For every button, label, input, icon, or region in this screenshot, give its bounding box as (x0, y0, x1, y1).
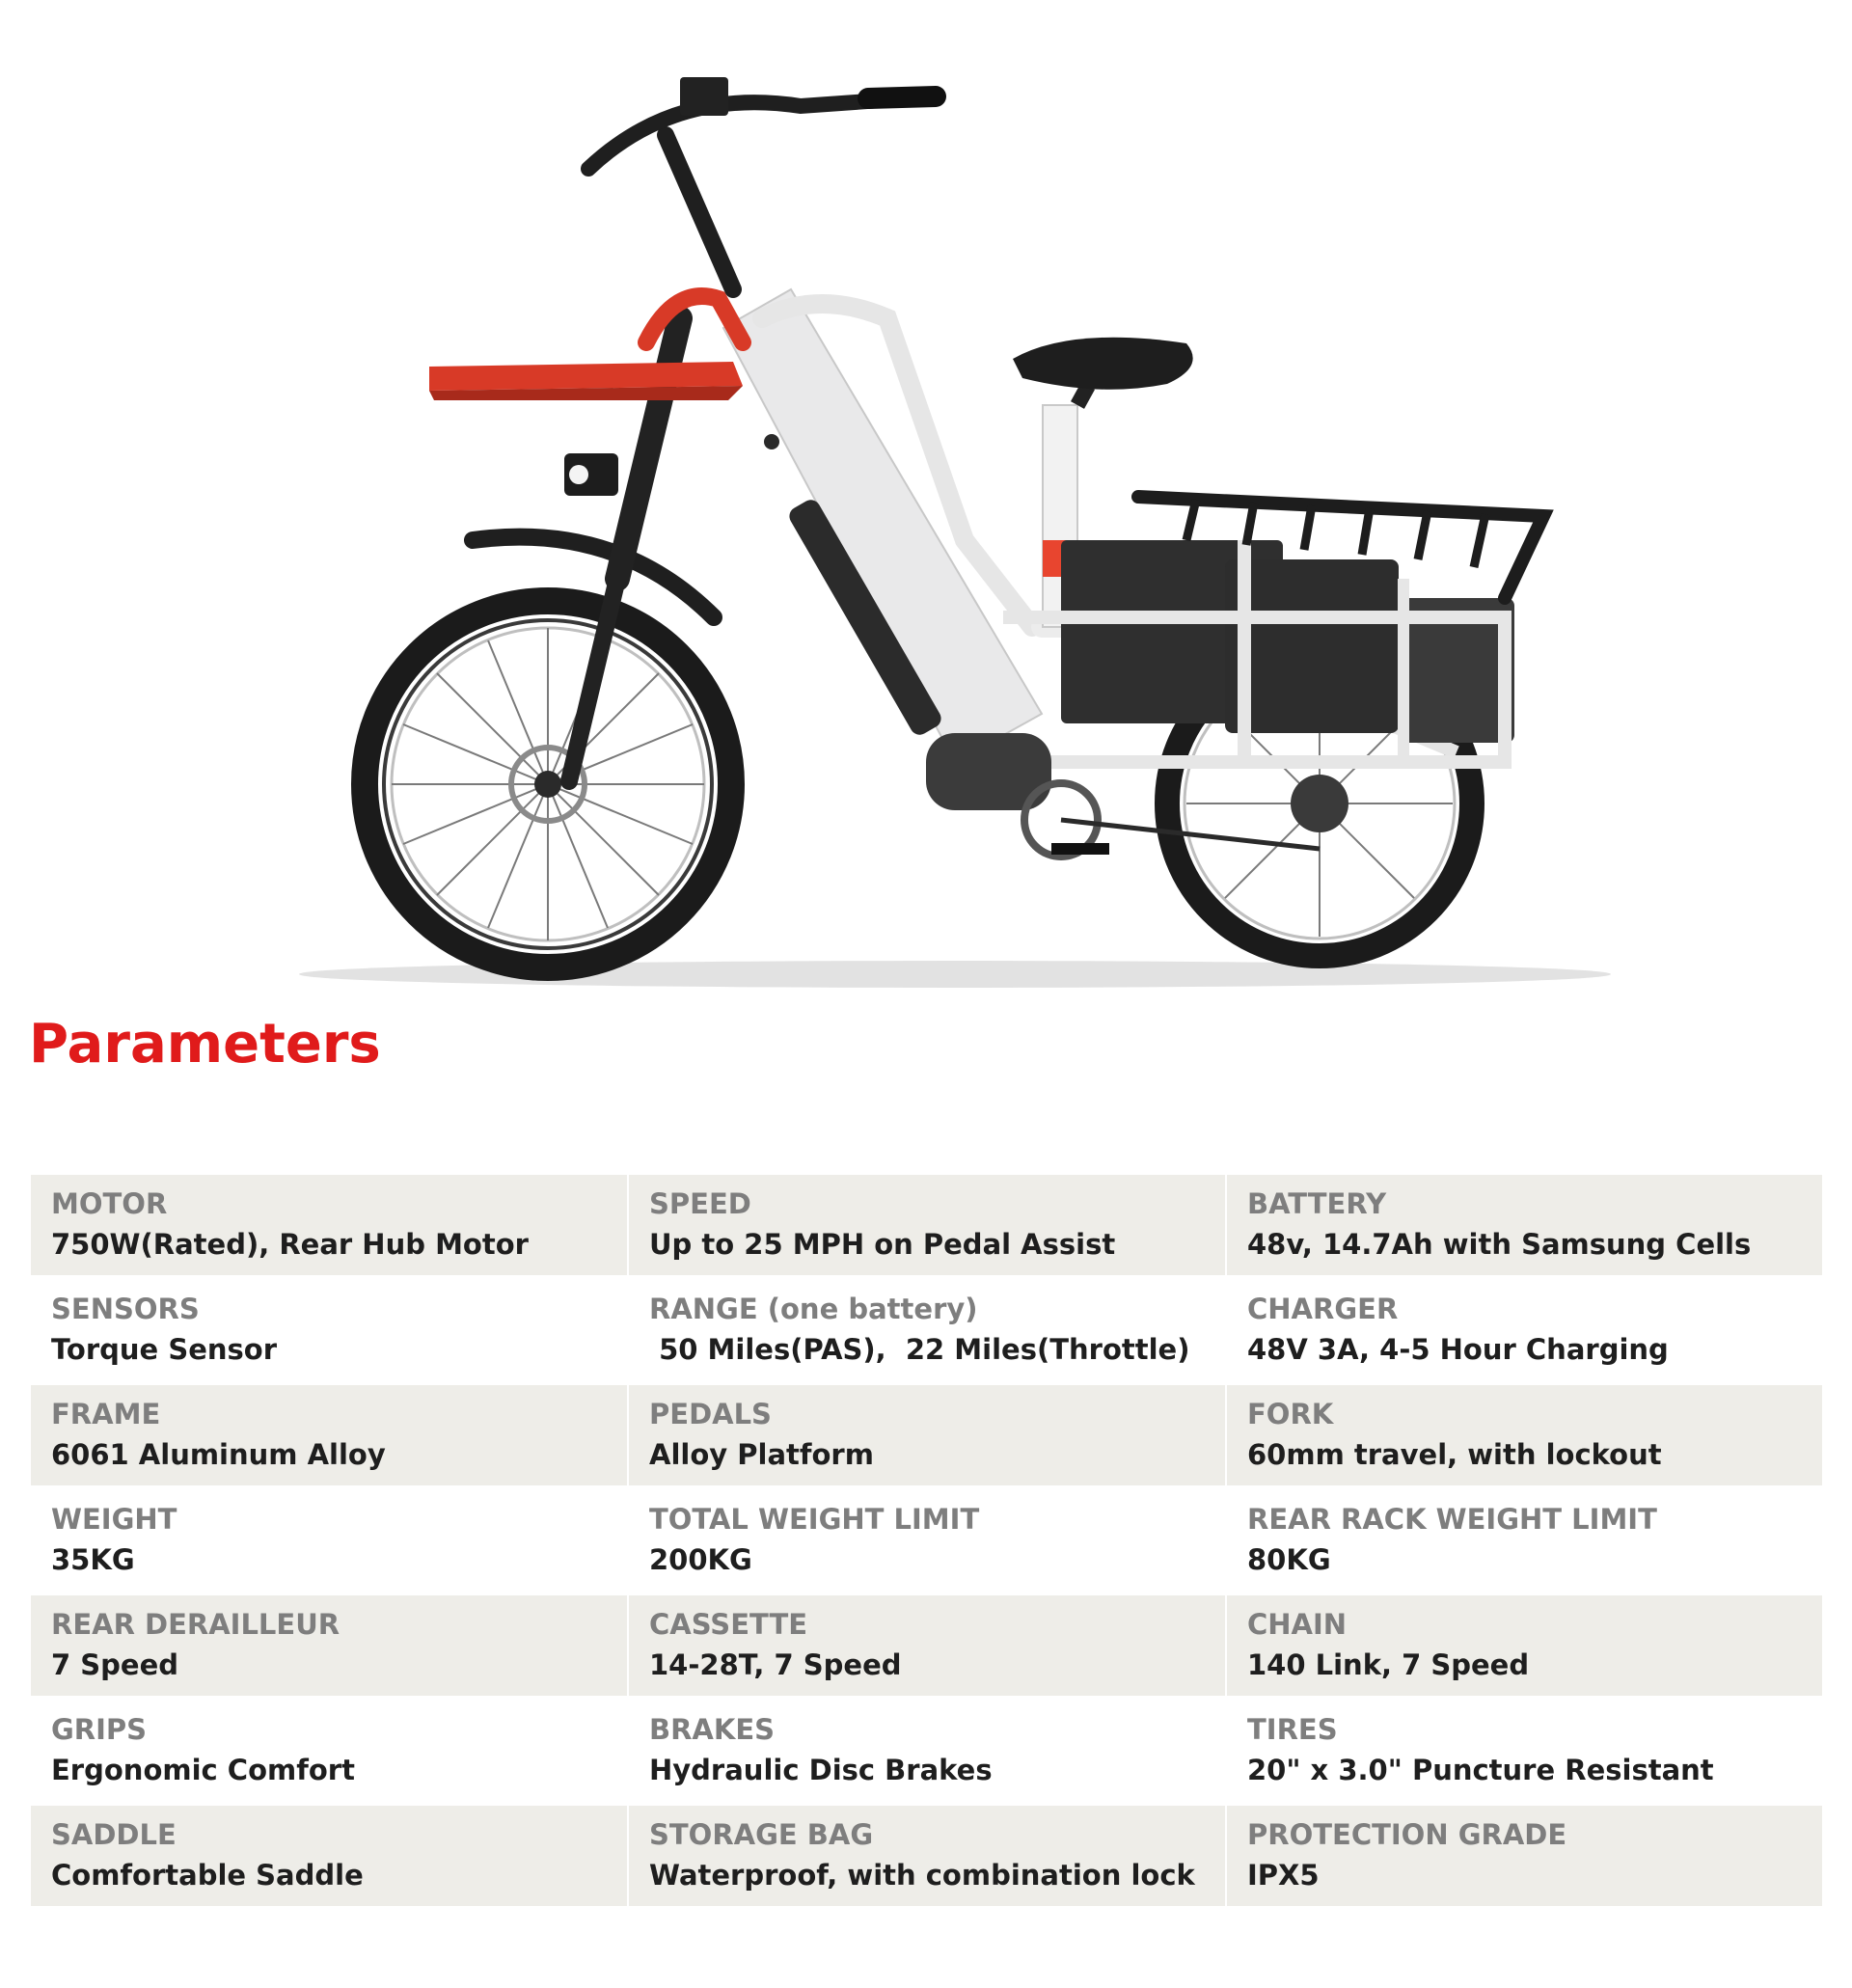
spec-value: IPX5 (1247, 1859, 1320, 1892)
spec-value: 200KG (649, 1543, 752, 1576)
spec-cell (31, 1701, 627, 1801)
spec-cell (629, 1806, 1225, 1906)
spec-value: 60mm travel, with lockout (1247, 1438, 1662, 1471)
spec-cell (1227, 1701, 1822, 1801)
spec-label: FORK (1247, 1398, 1334, 1430)
spec-label: REAR DERAILLEUR (51, 1608, 340, 1641)
handlebar (588, 77, 936, 289)
spec-cell (1227, 1806, 1822, 1906)
spec-value: 48V 3A, 4-5 Hour Charging (1247, 1333, 1669, 1366)
spec-label: BRAKES (649, 1713, 776, 1746)
spec-label: MOTOR (51, 1187, 168, 1220)
spec-cell (1227, 1385, 1822, 1485)
spec-value: Ergonomic Comfort (51, 1754, 355, 1786)
spec-value: 50 Miles(PAS), 22 Miles(Throttle) (649, 1333, 1190, 1366)
spec-value: 750W(Rated), Rear Hub Motor (51, 1228, 529, 1261)
spec-cell (629, 1595, 1225, 1696)
spec-cell (629, 1280, 1225, 1380)
front-rack (429, 296, 743, 400)
front-wheel (365, 601, 731, 967)
spec-cell (31, 1280, 627, 1380)
spec-cell (1227, 1490, 1822, 1591)
spec-value: Alloy Platform (649, 1438, 874, 1471)
spec-label: TIRES (1247, 1713, 1338, 1746)
spec-value: 48v, 14.7Ah with Samsung Cells (1247, 1228, 1752, 1261)
drivetrain (926, 733, 1320, 857)
spec-label: FRAME (51, 1398, 161, 1430)
spec-cell (31, 1175, 627, 1275)
spec-label: RANGE (one battery) (649, 1293, 978, 1325)
spec-label: BATTERY (1247, 1187, 1387, 1220)
spec-value: Torque Sensor (51, 1333, 278, 1366)
spec-label: REAR RACK WEIGHT LIMIT (1247, 1503, 1657, 1536)
spec-cell (629, 1490, 1225, 1591)
spec-value: 80KG (1247, 1543, 1331, 1576)
spec-table (31, 1175, 1822, 1911)
spec-cell (1227, 1280, 1822, 1380)
spec-label: WEIGHT (51, 1503, 177, 1536)
spec-cell (629, 1175, 1225, 1275)
spec-label: GRIPS (51, 1713, 148, 1746)
spec-label: PROTECTION GRADE (1247, 1818, 1567, 1851)
spec-value: Hydraulic Disc Brakes (649, 1754, 993, 1786)
spec-label: CASSETTE (649, 1608, 808, 1641)
spec-label: TOTAL WEIGHT LIMIT (649, 1503, 980, 1536)
spec-label: STORAGE BAG (649, 1818, 874, 1851)
spec-value: 7 Speed (51, 1648, 179, 1681)
spec-value: 20" x 3.0" Puncture Resistant (1247, 1754, 1714, 1786)
spec-cell (1227, 1595, 1822, 1696)
spec-value: Comfortable Saddle (51, 1859, 364, 1892)
spec-value: Up to 25 MPH on Pedal Assist (649, 1228, 1116, 1261)
spec-value: 6061 Aluminum Alloy (51, 1438, 386, 1471)
spec-value: 35KG (51, 1543, 135, 1576)
spec-cell (629, 1701, 1225, 1801)
spec-label: CHARGER (1247, 1293, 1399, 1325)
rear-cargo-rack (1003, 497, 1543, 762)
spec-value: 140 Link, 7 Speed (1247, 1648, 1530, 1681)
spec-cell (629, 1385, 1225, 1485)
spec-cell (31, 1806, 627, 1906)
spec-cell (31, 1595, 627, 1696)
spec-value: Waterproof, with combination lock (649, 1859, 1195, 1892)
spec-label: PEDALS (649, 1398, 772, 1430)
parameters-heading: Parameters (29, 1013, 381, 1076)
spec-label: SADDLE (51, 1818, 177, 1851)
spec-label: SENSORS (51, 1293, 200, 1325)
spec-label: SPEED (649, 1187, 751, 1220)
spec-value: 14-28T, 7 Speed (649, 1648, 902, 1681)
spec-cell (1227, 1175, 1822, 1275)
spec-cell (31, 1490, 627, 1591)
spec-cell (31, 1385, 627, 1485)
spec-label: CHAIN (1247, 1608, 1348, 1641)
